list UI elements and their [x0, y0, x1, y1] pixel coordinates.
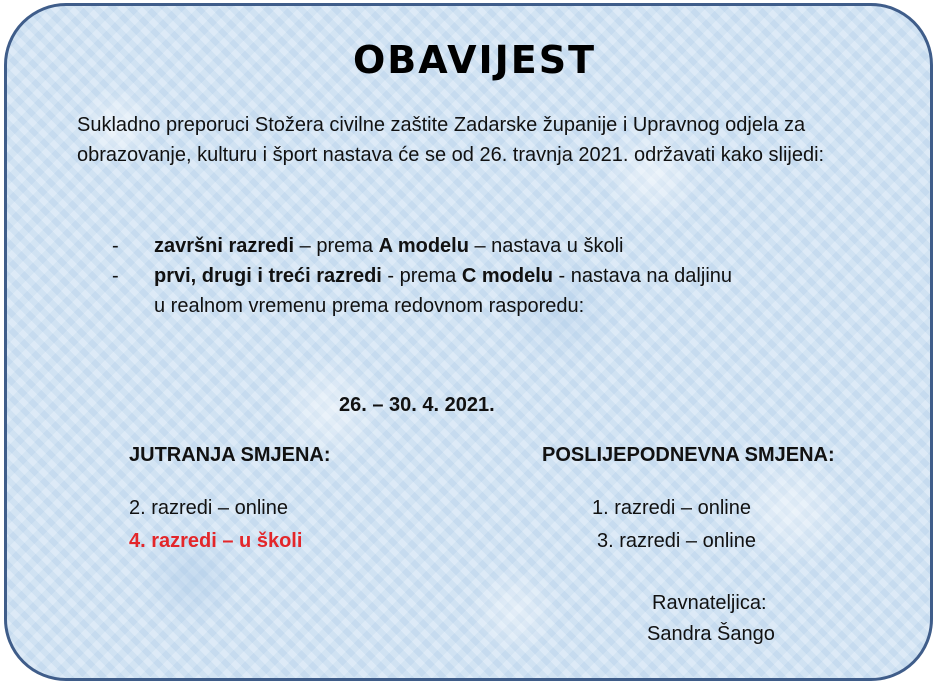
- bullet-list: [112, 231, 872, 321]
- notice-card: [4, 3, 933, 681]
- morning-shift-heading: JUTRANJA SMJENA:: [129, 444, 331, 466]
- signature-block: [647, 588, 775, 650]
- bullet-model: C modelu: [461, 265, 553, 287]
- bullet-dash: -: [112, 265, 119, 287]
- afternoon-shift-heading: POSLIJEPODNEVNA SMJENA:: [542, 444, 835, 466]
- bullet-text: – nastava u školi: [468, 235, 624, 257]
- bullet-item-lower-grades: [112, 261, 872, 321]
- afternoon-shift: [542, 440, 835, 558]
- afternoon-shift-line: 3. razredi – online: [597, 530, 756, 552]
- bullet-bold-label: prvi, drugi i treći razredi: [154, 265, 382, 287]
- bullet-bold-label: završni razredi: [154, 235, 295, 257]
- bullet-model: A modelu: [378, 235, 469, 257]
- morning-shift-line: 2. razredi – online: [129, 497, 288, 519]
- date-range: 26. – 30. 4. 2021.: [339, 394, 495, 416]
- morning-shift-line-highlight: 4. razredi – u školi: [129, 530, 303, 552]
- bullet-item-final-grades: [112, 231, 872, 261]
- intro-paragraph: Sukladno preporuci Stožera civilne zaštite Zadarske županije i Upravnog odjela za obrazovanje, kulturu i šport nastava će se od 26. travnja 2021. održavati kako slijedi:: [77, 114, 825, 166]
- notice-title: OBAVIJEST: [352, 38, 597, 82]
- signature-role: Ravnateljica:: [652, 592, 767, 614]
- bullet-continuation: u realnom vremenu prema redovnom rasporedu:: [154, 295, 585, 317]
- afternoon-shift-line: 1. razredi – online: [592, 497, 751, 519]
- bullet-text: - nastava na daljinu: [553, 265, 733, 287]
- bullet-text: - prema: [381, 265, 462, 287]
- bullet-dash: -: [112, 235, 119, 257]
- signature-name: Sandra Šango: [647, 623, 775, 645]
- morning-shift: [129, 440, 331, 558]
- bullet-text: – prema: [294, 235, 379, 257]
